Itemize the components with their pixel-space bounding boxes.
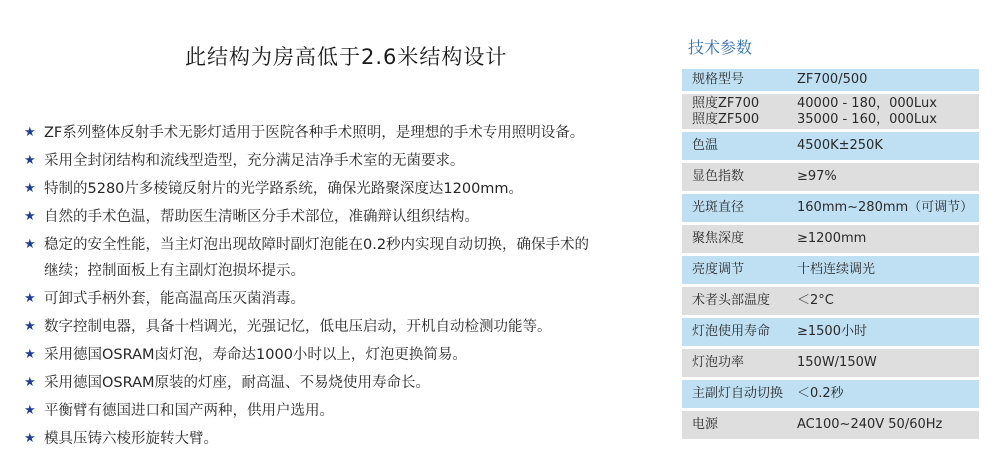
feature-text: 采用德国OSRAM原装的灯座，耐高温、不易烧使用寿命长。: [44, 375, 431, 391]
spec-value: [797, 169, 979, 185]
feature-text: ZF系列整体反射手术无影灯适用于医院各种手术照明，是理想的手术专用照明设备。: [44, 125, 585, 141]
spec-row: [682, 69, 979, 94]
feature-text: 模具压铸六棱形旋转大臂。: [44, 431, 218, 447]
feature-text: 采用德国OSRAM卤灯泡，寿命达1000小时以上，灯泡更换简易。: [44, 347, 467, 363]
spec-value-text: 35000 - 160，000Lux: [797, 111, 937, 127]
spec-value: [797, 231, 979, 247]
spec-key: [682, 169, 797, 185]
spec-key: [682, 386, 797, 402]
spec-key: [682, 96, 797, 128]
spec-key-text: 亮度调节: [692, 262, 745, 277]
spec-key-text: 灯泡使用寿命: [692, 324, 771, 339]
feature-item: [24, 176, 664, 202]
spec-value: [797, 72, 979, 88]
spec-row: [682, 256, 979, 287]
feature-text: 平衡臂有德国进口和国产两种，供用户选用。: [44, 403, 334, 419]
spec-row: [682, 163, 979, 194]
spec-key: [682, 138, 797, 154]
spec-key: [682, 324, 797, 340]
spec-value: [797, 293, 979, 309]
spec-key: [682, 293, 797, 309]
spec-value: [797, 138, 979, 154]
spec-key: [682, 72, 797, 88]
spec-row: [682, 132, 979, 163]
spec-key: [682, 231, 797, 247]
spec-key: [682, 200, 797, 216]
spec-value-text: 160mm~280mm（可调节）: [797, 200, 974, 215]
star-icon: ★: [24, 153, 36, 168]
spec-value: [797, 417, 979, 433]
feature-item: [24, 342, 664, 368]
spec-value: [797, 386, 979, 402]
feature-item: [24, 120, 664, 146]
spec-row: [682, 94, 979, 132]
feature-list: [24, 120, 664, 454]
spec-key: [682, 355, 797, 371]
star-icon: ★: [24, 375, 36, 390]
spec-value-text: ZF700/500: [797, 72, 868, 87]
star-icon: ★: [24, 319, 36, 334]
spec-value: [797, 324, 979, 340]
spec-row: [682, 318, 979, 349]
spec-row: [682, 380, 979, 411]
spec-table: [682, 69, 979, 442]
star-icon: ★: [24, 237, 36, 252]
spec-key-text: 色温: [692, 138, 719, 153]
spec-key: [682, 262, 797, 278]
spec-key-text: 灯泡功率: [692, 355, 745, 370]
spec-key-text: 显色指数: [692, 169, 745, 184]
spec-value-text: ≥97%: [797, 169, 837, 184]
feature-text: 采用全封闭结构和流线型造型，充分满足洁净手术室的无菌要求。: [44, 153, 465, 169]
spec-value-text: ＜0.2秒: [797, 386, 844, 401]
spec-key-text: 聚焦深度: [692, 231, 745, 246]
feature-item: [24, 148, 664, 174]
spec-value: [797, 262, 979, 278]
spec-row: [682, 411, 979, 442]
spec-value: [797, 96, 979, 128]
feature-item: [24, 426, 664, 452]
feature-item: [24, 370, 664, 396]
star-icon: ★: [24, 125, 36, 140]
feature-item: [24, 232, 664, 284]
feature-text: 继续；控制面板上有主副灯泡损坏提示。: [44, 263, 305, 279]
feature-item: [24, 204, 664, 230]
feature-item: [24, 314, 664, 340]
feature-text: 自然的手术色温，帮助医生清晰区分手术部位，准确辩认组织结构。: [44, 209, 479, 225]
spec-value: [797, 355, 979, 371]
feature-text: 特制的5280片多棱镜反射片的光学路系统，确保光路聚深度达1200mm。: [44, 181, 524, 197]
feature-item: [24, 398, 664, 424]
spec-value-text: 4500K±250K: [797, 138, 883, 153]
spec-value: [797, 200, 979, 216]
feature-text: 数字控制电器，具备十档调光，光强记忆，低电压启动，开机自动检测功能等。: [44, 319, 552, 335]
spec-key-text: 主副灯自动切换: [692, 386, 784, 401]
feature-text: 可卸式手柄外套，能高温高压灭菌消毒。: [44, 291, 305, 307]
spec-value-text: ＜2°C: [797, 293, 834, 308]
spec-row: [682, 194, 979, 225]
star-icon: ★: [24, 431, 36, 446]
page-title: 此结构为房高低于2.6米结构设计: [185, 45, 508, 69]
spec-value-text: ≥1500小时: [797, 324, 867, 339]
spec-key-text: 照度ZF500: [692, 111, 760, 127]
spec-value-text: 十档连续调光: [797, 262, 876, 277]
spec-key-text: 术者头部温度: [692, 293, 771, 308]
spec-key: [682, 417, 797, 433]
spec-row: [682, 287, 979, 318]
spec-value-text: AC100~240V 50/60Hz: [797, 417, 943, 432]
star-icon: ★: [24, 181, 36, 196]
star-icon: ★: [24, 403, 36, 418]
spec-title: 技术参数: [688, 38, 753, 57]
spec-key-text: 光斑直径: [692, 200, 745, 215]
star-icon: ★: [24, 291, 36, 306]
feature-item: [24, 286, 664, 312]
spec-row: [682, 349, 979, 380]
star-icon: ★: [24, 209, 36, 224]
star-icon: ★: [24, 347, 36, 362]
spec-key-text: 规格型号: [692, 72, 745, 87]
spec-value-text: ≥1200mm: [797, 231, 867, 246]
spec-key-text: 电源: [692, 417, 719, 432]
feature-text: 稳定的安全性能，当主灯泡出现故障时副灯泡能在0.2秒内实现自动切换，确保手术的: [44, 237, 590, 253]
spec-value-text: 40000 - 180，000Lux: [797, 95, 937, 111]
spec-key-text: 照度ZF700: [692, 95, 760, 111]
spec-row: [682, 225, 979, 256]
spec-value-text: 150W/150W: [797, 355, 877, 370]
